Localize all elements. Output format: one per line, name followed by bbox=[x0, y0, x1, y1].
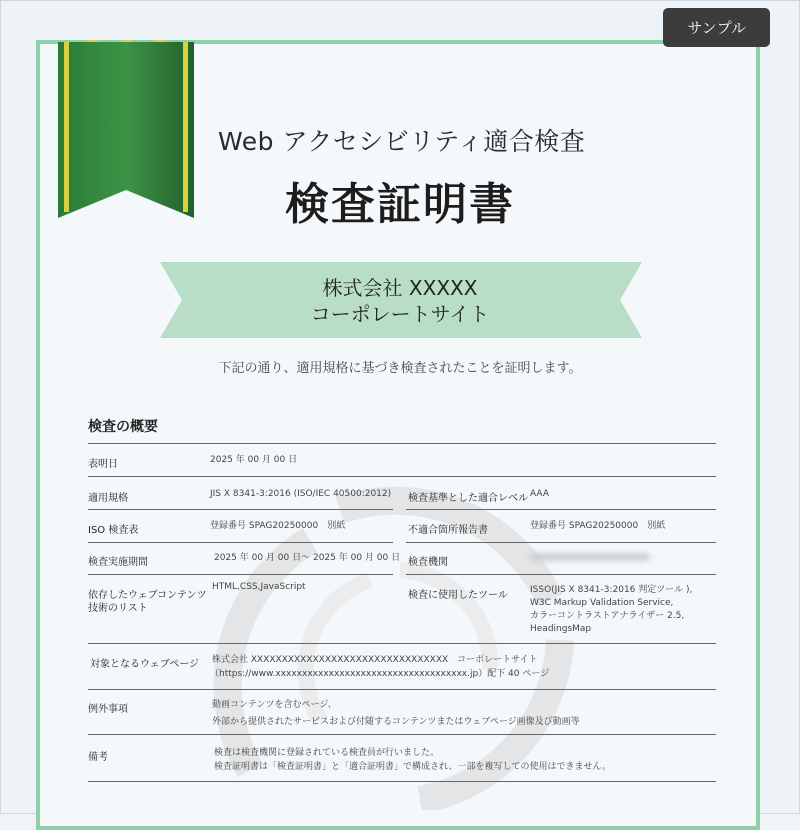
tools-label: 検査に使用したツール bbox=[408, 590, 508, 601]
overview-heading: 検査の概要 bbox=[88, 419, 158, 435]
exceptions-value: 動画コンテンツを含むページ、 bbox=[212, 700, 337, 710]
nonconformance-label: 不適合箇所報告書 bbox=[408, 525, 488, 536]
divider bbox=[406, 509, 716, 510]
period-label: 検査実施期間 bbox=[88, 557, 148, 568]
tools-value: カラーコントラストアナライザー 2.5, bbox=[530, 611, 685, 621]
divider bbox=[88, 476, 716, 477]
certificate-title: 検査証明書 bbox=[285, 179, 515, 230]
ribbon-emblem bbox=[58, 42, 194, 218]
divider bbox=[88, 509, 393, 510]
tools-value: ISSO(JIS X 8341-3:2016 判定ツール ), bbox=[530, 585, 693, 595]
exceptions-label: 例外事項 bbox=[88, 704, 128, 715]
standard-value: JIS X 8341-3:2016 (ISO/IEC 40500:2012) bbox=[210, 489, 392, 499]
tools-value: W3C Markup Validation Service, bbox=[530, 598, 674, 608]
notes-value: 検査は検査機関に登録されている検査員が行いました。 bbox=[214, 748, 440, 758]
technology-value: HTML,CSS,JavaScript bbox=[212, 582, 306, 592]
divider bbox=[88, 443, 716, 444]
pages-label: 対象となるウェブページ bbox=[90, 659, 199, 670]
organization-label: 検査機関 bbox=[408, 557, 448, 568]
sample-badge: サンプル bbox=[663, 8, 770, 47]
divider bbox=[88, 781, 716, 782]
pages-value: 株式会社 XXXXXXXXXXXXXXXXXXXXXXXXXXXXXXXX コーポレートサイト bbox=[212, 655, 538, 665]
certificate-subtitle: Web アクセシビリティ適合検査 bbox=[218, 127, 586, 156]
certification-statement: 下記の通り、適用規格に基づき検査されたことを証明します。 bbox=[218, 361, 582, 376]
pages-value: （https://www.xxxxxxxxxxxxxxxxxxxxxxxxxxxxxxxxxxxx.jp）配下 40 ページ bbox=[210, 669, 550, 679]
divider bbox=[88, 542, 393, 543]
divider bbox=[88, 734, 716, 735]
level-value: AAA bbox=[530, 489, 549, 499]
level-label: 検査基準とした適合レベル bbox=[408, 493, 528, 504]
date-value: 2025 年 00 月 00 日 bbox=[210, 455, 298, 465]
technology-label: 技術のリスト bbox=[88, 603, 148, 614]
organization-value-redacted bbox=[530, 553, 650, 561]
notes-value: 検査証明書は「検査証明書」と「適合証明書」で構成され、一部を複写しての使用はできません。 bbox=[214, 762, 612, 772]
recipient-company: 株式会社 XXXXX bbox=[322, 276, 478, 300]
nonconformance-value: 登録番号 SPAG20250000 別紙 bbox=[530, 521, 666, 531]
divider bbox=[406, 542, 716, 543]
standard-label: 適用規格 bbox=[88, 493, 128, 504]
recipient-site: コーポレートサイト bbox=[310, 302, 490, 326]
notes-label: 備考 bbox=[88, 752, 108, 763]
divider bbox=[88, 574, 393, 575]
iso-label: ISO 検査表 bbox=[88, 525, 139, 536]
divider bbox=[88, 643, 716, 644]
tools-value: HeadingsMap bbox=[530, 624, 592, 634]
date-label: 表明日 bbox=[88, 459, 118, 470]
divider bbox=[88, 689, 716, 690]
technology-label: 依存したウェブコンテンツ bbox=[88, 590, 207, 601]
divider bbox=[406, 574, 716, 575]
period-value: 2025 年 00 月 00 日～ 2025 年 00 月 00 日 bbox=[214, 553, 401, 563]
exceptions-value: 外部から提供されたサービスおよび付随するコンテンツまたはウェブページ画像及び動画等 bbox=[212, 717, 580, 727]
iso-value: 登録番号 SPAG20250000 別紙 bbox=[210, 521, 346, 531]
